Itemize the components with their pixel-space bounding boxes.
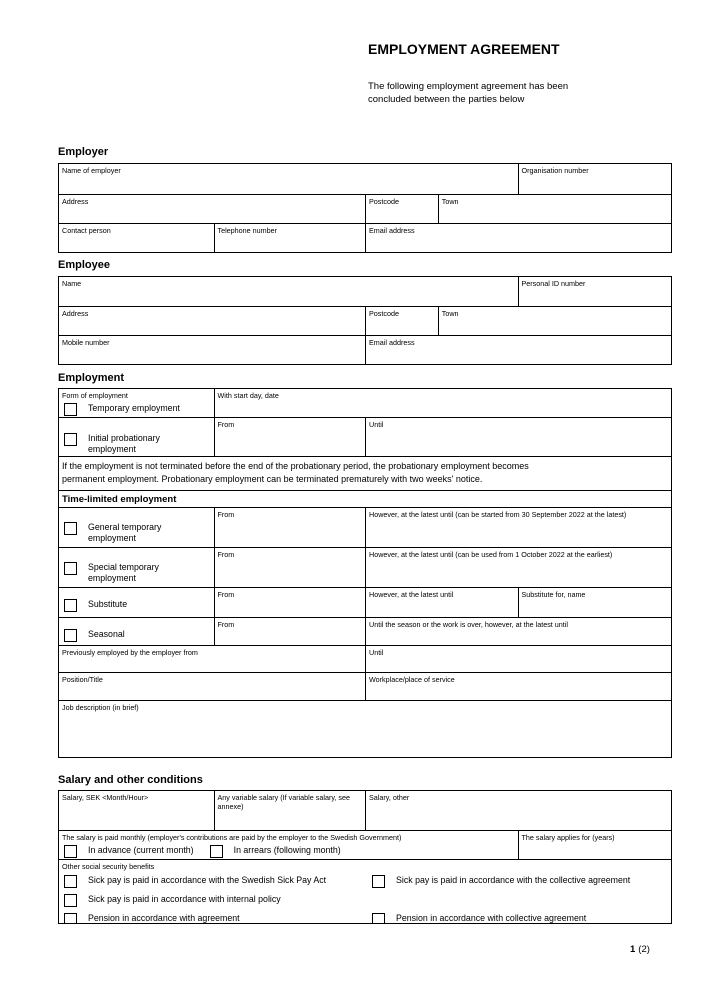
checkbox-label: In arrears (following month)	[233, 845, 341, 855]
special-temporary-cell	[59, 548, 214, 587]
field-label: With start day, date	[217, 391, 279, 400]
employee-section-heading: Employee	[58, 259, 110, 271]
field-label: Substitute for, name	[521, 590, 586, 599]
checkbox-label: Sick pay is paid in accordance with the Swedish Sick Pay Act	[88, 875, 327, 885]
table-row	[59, 587, 671, 617]
table-row	[59, 830, 671, 859]
employer-name-field[interactable]	[59, 164, 518, 194]
field-label: Previously employed by the employer from	[62, 648, 198, 657]
employee-mobile-field[interactable]	[59, 336, 365, 364]
salary-table	[58, 790, 672, 924]
title-block	[368, 42, 568, 106]
employer-postcode-field[interactable]	[365, 195, 438, 223]
salary-section-heading: Salary and other conditions	[58, 774, 203, 786]
employer-table	[58, 163, 672, 253]
start-day-date-field[interactable]	[214, 389, 672, 417]
field-label: Until	[369, 420, 384, 429]
probationary-until-field[interactable]	[365, 418, 671, 456]
employer-contact-person-field[interactable]	[59, 224, 214, 252]
page-number	[630, 944, 650, 955]
salary-sek-field[interactable]	[59, 791, 214, 830]
substitute-until-field[interactable]	[365, 588, 518, 617]
special-temporary-until-field[interactable]	[365, 548, 671, 587]
field-label: Name of employer	[62, 166, 121, 175]
field-label: Personal ID number	[521, 279, 586, 288]
field-label: Email address	[369, 226, 415, 235]
checkbox-label: Seasonal	[88, 629, 125, 639]
probation-note-line-1: If the employment is not terminated before the end of the probationary period, the probationary employment becomes	[62, 461, 529, 471]
table-row	[59, 490, 671, 507]
field-label: Salary, other	[369, 793, 410, 802]
field-label: Other social security benefits	[62, 862, 155, 871]
variable-salary-field[interactable]	[214, 791, 366, 830]
table-row	[59, 700, 671, 757]
field-label: From	[217, 510, 235, 519]
sick-pay-internal-checkbox[interactable]	[64, 894, 77, 907]
general-temporary-from-field[interactable]	[214, 508, 366, 547]
table-row	[59, 389, 671, 417]
field-label: Email address	[369, 338, 415, 347]
time-limited-heading: Time-limited employment	[62, 494, 177, 505]
substitute-for-name-field[interactable]	[518, 588, 672, 617]
field-label: From	[217, 550, 235, 559]
field-label: Salary, SEK <Month/Hour>	[62, 793, 149, 802]
seasonal-from-field[interactable]	[214, 618, 366, 645]
employer-email-field[interactable]	[365, 224, 671, 252]
employer-section-heading: Employer	[58, 146, 109, 158]
checkbox-label: Initial probationary employment	[88, 433, 160, 454]
field-label: Address	[62, 197, 89, 206]
salary-applies-for-field[interactable]	[518, 831, 672, 859]
employee-table	[58, 276, 672, 365]
sick-pay-collective-checkbox[interactable]	[372, 875, 385, 888]
checkbox-label: Sick pay is paid in accordance with internal policy	[88, 894, 281, 904]
sick-pay-act-checkbox[interactable]	[64, 875, 77, 888]
table-row	[59, 164, 671, 194]
probationary-from-field[interactable]	[214, 418, 366, 456]
field-label: From	[217, 420, 235, 429]
page-number-total: (2)	[638, 944, 650, 955]
employee-name-field[interactable]	[59, 277, 518, 306]
field-label: Form of employment	[62, 391, 128, 400]
field-label: Until the season or the work is over, however, at the latest until	[369, 620, 568, 629]
special-temporary-checkbox[interactable]	[64, 562, 77, 575]
table-row	[59, 645, 671, 672]
checkbox-label: Sick pay is paid in accordance with the collective agreement	[396, 875, 631, 885]
field-label: Any variable salary (If variable salary, see annexe)	[217, 793, 350, 811]
page-number-current: 1	[630, 944, 636, 955]
field-label: Address	[62, 309, 89, 318]
seasonal-cell	[59, 618, 214, 645]
field-label: However, at the latest until (can be used from 1 October 2022 at the earliest)	[369, 550, 613, 559]
table-row	[59, 791, 671, 830]
job-description-field[interactable]	[59, 701, 671, 757]
substitute-cell	[59, 588, 214, 617]
previously-employed-field[interactable]	[59, 646, 365, 672]
table-row	[59, 507, 671, 547]
employer-town-field[interactable]	[438, 195, 671, 223]
general-temporary-checkbox[interactable]	[64, 522, 77, 535]
table-row	[59, 223, 671, 252]
temporary-employment-checkbox[interactable]	[64, 403, 77, 416]
general-temporary-until-field[interactable]	[365, 508, 671, 547]
seasonal-checkbox[interactable]	[64, 629, 77, 642]
pension-collective-checkbox[interactable]	[372, 913, 385, 923]
pension-agreement-checkbox[interactable]	[64, 913, 77, 923]
salary-paid-monthly-cell	[59, 831, 518, 859]
table-row	[59, 672, 671, 700]
form-of-employment-cell	[59, 389, 214, 417]
checkbox-label: Substitute	[88, 599, 128, 609]
field-label: Organisation number	[521, 166, 589, 175]
in-arrears-checkbox[interactable]	[210, 845, 223, 858]
field-label: The salary applies for (years)	[521, 833, 615, 842]
checkbox-label: General temporary employment	[88, 522, 162, 543]
page-title: EMPLOYMENT AGREEMENT	[368, 41, 560, 57]
field-label: Name	[62, 279, 82, 288]
employer-address-field[interactable]	[59, 195, 365, 223]
field-label: Telephone number	[217, 226, 278, 235]
employee-postcode-field[interactable]	[365, 307, 438, 335]
initial-probationary-checkbox[interactable]	[64, 433, 77, 446]
checkbox-label: Special temporary employment	[88, 562, 159, 583]
subtitle-line-1: The following employment agreement has been	[368, 81, 569, 92]
checkbox-label: Pension in accordance with collective agreement	[396, 913, 587, 923]
table-row	[59, 456, 671, 490]
table-row	[59, 417, 671, 456]
seasonal-until-field[interactable]	[365, 618, 671, 645]
table-row	[59, 859, 671, 923]
employee-personal-id-field[interactable]	[518, 277, 672, 306]
field-label: From	[217, 590, 235, 599]
field-label: However, at the latest until (can be started from 30 September 2022 at the latest)	[369, 510, 627, 519]
previously-employed-until-field[interactable]	[365, 646, 671, 672]
table-row	[59, 547, 671, 587]
substitute-from-field[interactable]	[214, 588, 366, 617]
table-row	[59, 194, 671, 223]
field-label: From	[217, 620, 235, 629]
field-label: Postcode	[368, 309, 399, 318]
employee-town-field[interactable]	[438, 307, 671, 335]
special-temporary-from-field[interactable]	[214, 548, 366, 587]
field-label: Until	[369, 648, 384, 657]
field-label: Contact person	[62, 226, 111, 235]
employment-table	[58, 388, 672, 758]
employee-email-field[interactable]	[365, 336, 671, 364]
employer-organisation-number-field[interactable]	[518, 164, 672, 194]
probation-note-line-2: permanent employment. Probationary employment can be terminated prematurely with two weeks' notice.	[62, 474, 483, 484]
general-temporary-cell	[59, 508, 214, 547]
checkbox-label: Pension in accordance with agreement	[88, 913, 240, 923]
checkbox-label: In advance (current month)	[88, 845, 194, 855]
field-label: Mobile number	[62, 338, 110, 347]
field-label: Workplace/place of service	[369, 675, 455, 684]
initial-probationary-cell	[59, 418, 214, 456]
field-label: Town	[441, 197, 459, 206]
checkbox-label: Temporary employment	[88, 403, 180, 413]
table-row	[59, 617, 671, 645]
in-advance-checkbox[interactable]	[64, 845, 77, 858]
table-row	[59, 277, 671, 306]
field-label: The salary is paid monthly (employer's contributions are paid by the employer to the Swedish Government)	[62, 833, 402, 842]
field-label: Town	[441, 309, 459, 318]
table-row	[59, 306, 671, 335]
substitute-checkbox[interactable]	[64, 599, 77, 612]
probation-note	[59, 457, 671, 490]
salary-other-field[interactable]	[365, 791, 671, 830]
page-subtitle	[368, 80, 568, 106]
other-benefits-cell	[59, 860, 671, 923]
employment-section-heading: Employment	[58, 372, 125, 384]
subtitle-line-2: concluded between the parties below	[368, 94, 525, 105]
field-label: However, at the latest until	[369, 590, 454, 599]
table-row	[59, 335, 671, 364]
employer-telephone-field[interactable]	[214, 224, 366, 252]
field-label: Position/Title	[62, 675, 103, 684]
employee-address-field[interactable]	[59, 307, 365, 335]
position-title-field[interactable]	[59, 673, 365, 700]
workplace-field[interactable]	[365, 673, 671, 700]
field-label: Postcode	[368, 197, 399, 206]
field-label: Job description (in brief)	[62, 703, 139, 712]
